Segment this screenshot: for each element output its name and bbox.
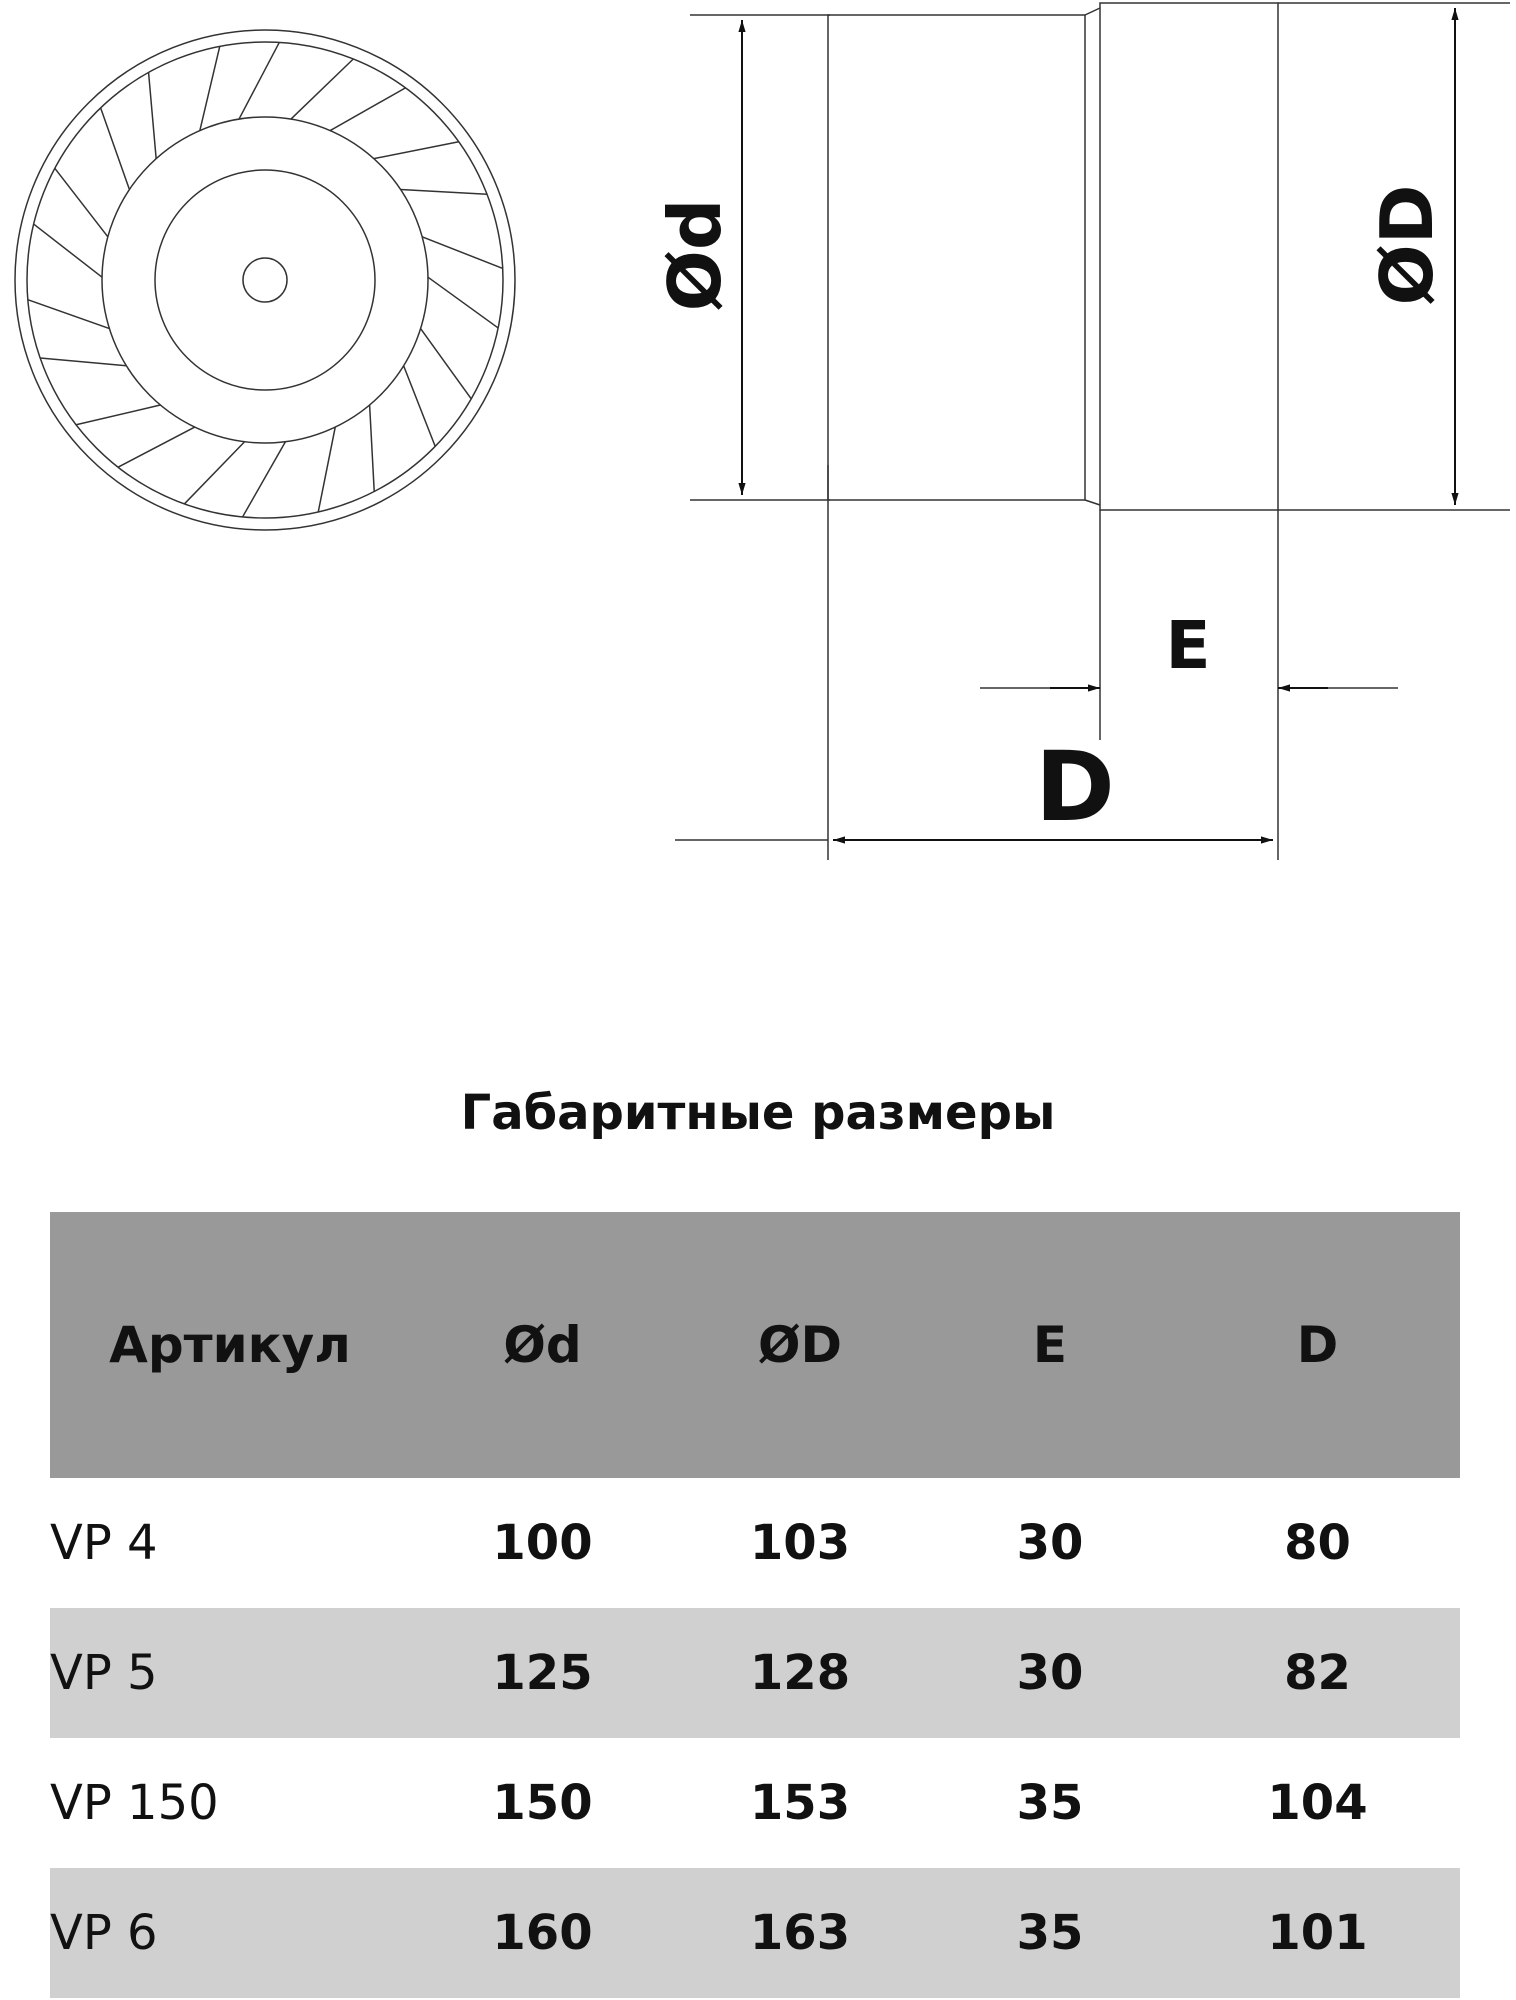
table-row — [50, 1868, 1460, 1998]
cell-body-length: 101 — [1175, 1868, 1460, 1998]
cell-outer-diameter: 103 — [749, 1515, 851, 1571]
fan-blade — [40, 358, 160, 425]
table-title: Габаритные размеры — [460, 1085, 1056, 1141]
cell-outer-diameter: 128 — [675, 1608, 925, 1738]
technical-drawing — [0, 0, 1516, 880]
cell-body-length: 104 — [1267, 1775, 1368, 1831]
cell-body-length: 82 — [1175, 1608, 1460, 1738]
fan-blade — [421, 277, 499, 399]
fan-hub-ring — [102, 117, 428, 443]
cell-overlap-length: 30 — [1016, 1515, 1084, 1571]
fan-blade — [55, 108, 130, 237]
fan-blade — [239, 42, 353, 119]
fan-blade — [401, 190, 503, 269]
header-outer-diameter: ØD — [675, 1212, 925, 1478]
cell-model: VP 5 — [50, 1608, 410, 1738]
cell-overlap-length: 35 — [1016, 1775, 1084, 1831]
label-body-length: D — [1035, 731, 1115, 843]
fan-body-inner-section — [828, 15, 1085, 500]
cell-outer-diameter: 163 — [675, 1868, 925, 1998]
header-body-length: D — [1175, 1212, 1460, 1478]
cell-inner-diameter: 100 — [492, 1515, 593, 1571]
label-overlap-length: E — [1165, 607, 1211, 684]
cell-inner-diameter: 150 — [492, 1775, 593, 1831]
header-overlap-length: E — [925, 1212, 1175, 1478]
table-header-row — [50, 1212, 1460, 1478]
dimension-arrow-icon — [742, 8, 1455, 840]
fan-body-outer-section — [1100, 3, 1278, 510]
fan-blades — [28, 42, 503, 517]
table-row — [50, 1738, 1460, 1868]
fan-outer-rim — [15, 30, 515, 530]
table-row — [50, 1608, 1460, 1738]
dimensions-table — [50, 1212, 1460, 1998]
cell-model: VP 150 — [50, 1775, 219, 1831]
fan-hub — [155, 170, 375, 390]
fan-blade — [28, 224, 110, 329]
fan-blade — [149, 46, 220, 158]
label-outer-diameter: ØD — [1365, 184, 1449, 306]
cell-model: VP 6 — [50, 1868, 410, 1998]
cell-inner-diameter: 160 — [410, 1868, 675, 1998]
label-inner-diameter: Ød — [653, 198, 737, 312]
cell-overlap-length: 30 — [925, 1608, 1175, 1738]
cell-outer-diameter: 153 — [749, 1775, 851, 1831]
header-inner-diameter: Ød — [410, 1212, 675, 1478]
table-row — [50, 1478, 1460, 1608]
fan-axle — [243, 258, 287, 302]
fan-front-view-icon — [15, 30, 515, 530]
cell-body-length: 80 — [1284, 1515, 1351, 1571]
cell-overlap-length: 35 — [925, 1868, 1175, 1998]
cell-inner-diameter: 125 — [410, 1608, 675, 1738]
header-article: Артикул — [50, 1212, 410, 1478]
fan-blade — [330, 88, 459, 159]
cell-model: VP 4 — [50, 1515, 158, 1571]
